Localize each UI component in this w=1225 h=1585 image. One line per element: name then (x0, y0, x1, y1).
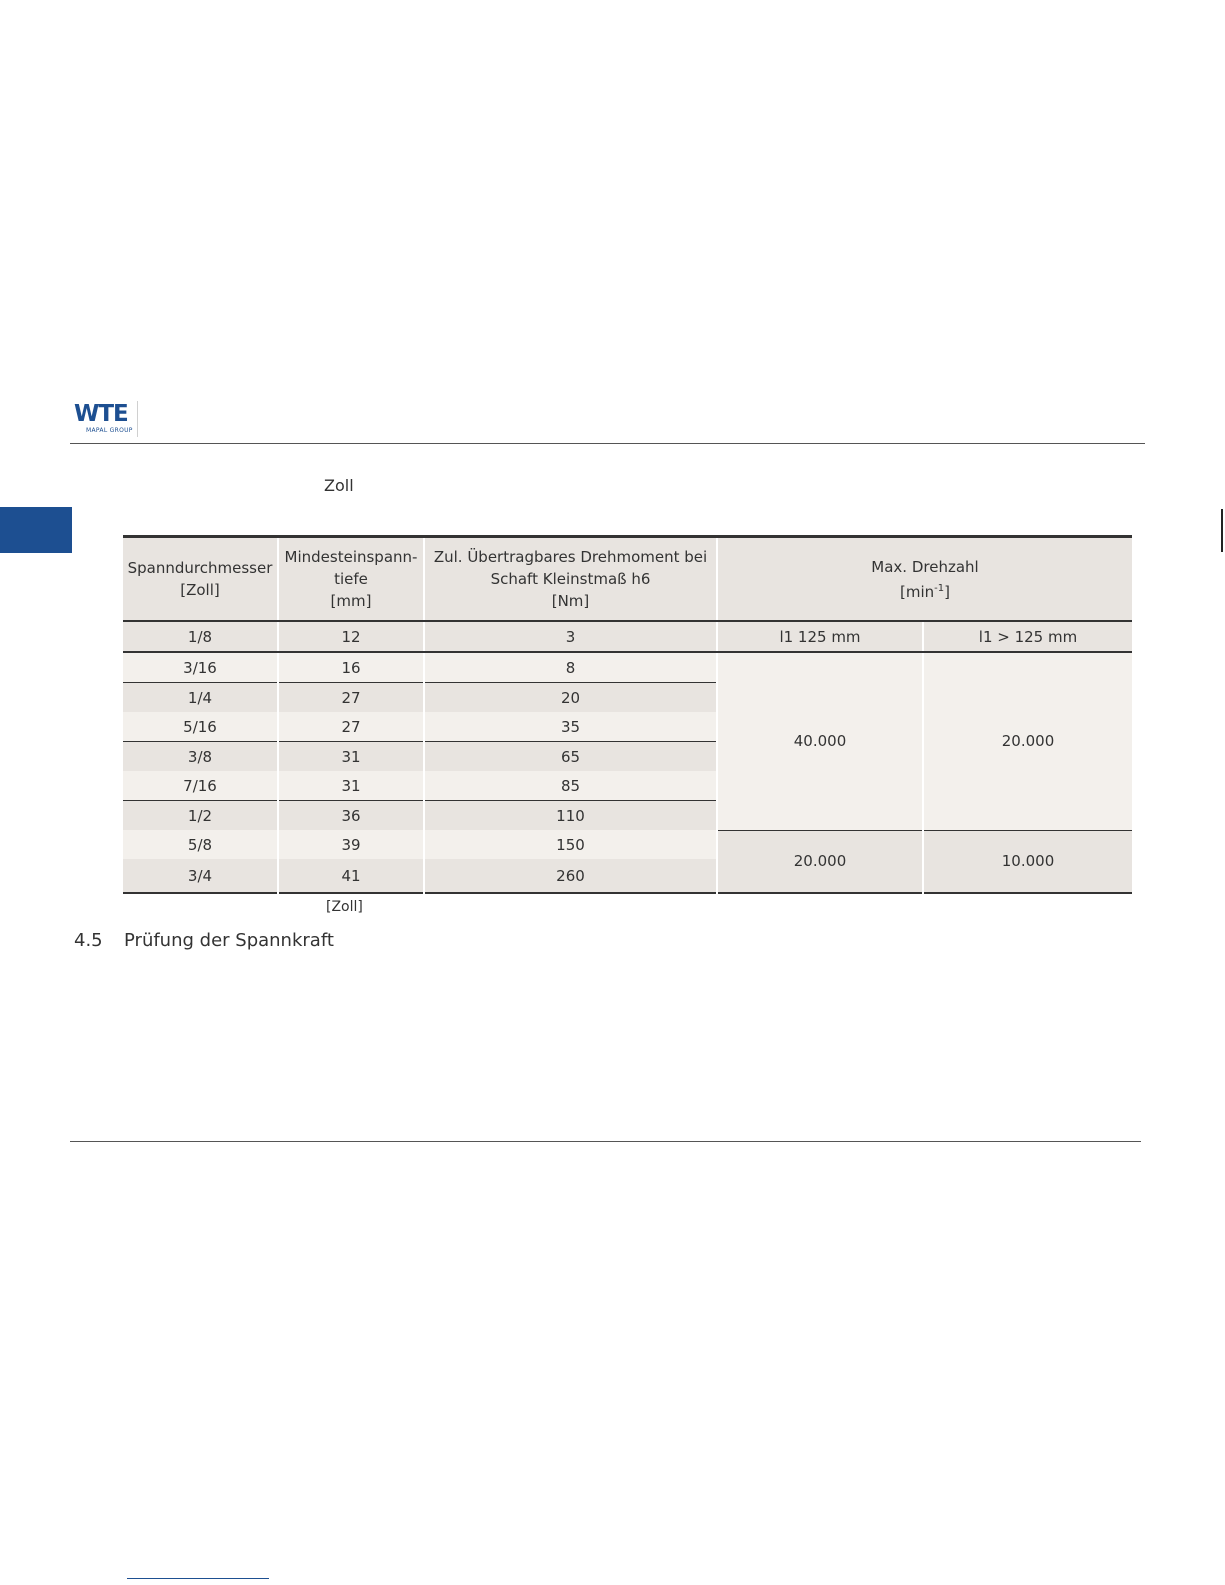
section-number: 4.5 (74, 930, 103, 951)
header-rule (70, 443, 1145, 444)
table-header-row (123, 537, 1132, 622)
cell-diameter: 1/4 (123, 683, 278, 713)
cell-torque: 85 (424, 771, 717, 801)
section-title: Prüfung der Spannkraft (124, 930, 334, 951)
table-caption-bottom: [Zoll] (326, 899, 363, 915)
company-logo (74, 401, 139, 439)
cell-diameter: 1/8 (123, 621, 278, 652)
subheader-l1-long: l1 > 125 mm (923, 621, 1132, 652)
cell-diameter: 7/16 (123, 771, 278, 801)
cell-depth: 39 (278, 830, 424, 859)
cell-torque: 260 (424, 859, 717, 893)
cell-speed-short-group-2: 20.000 (717, 830, 923, 893)
cell-depth: 31 (278, 742, 424, 772)
subheader-l1-short: l1 125 mm (717, 621, 923, 652)
footer-link-underline (127, 1578, 269, 1579)
cell-torque: 65 (424, 742, 717, 772)
cell-torque: 8 (424, 652, 717, 683)
section-heading (74, 930, 334, 951)
cell-diameter: 5/8 (123, 830, 278, 859)
cell-diameter: 3/4 (123, 859, 278, 893)
cell-diameter: 1/2 (123, 801, 278, 831)
cell-depth: 41 (278, 859, 424, 893)
cell-depth: 27 (278, 712, 424, 742)
cell-depth: 27 (278, 683, 424, 713)
cell-torque: 150 (424, 830, 717, 859)
footer-rule (70, 1141, 1141, 1142)
table-caption-top: Zoll (324, 476, 354, 495)
header-max-speed: Max. Drehzahl $[\min^{-1}]$ (717, 537, 1132, 622)
logo-separator (137, 401, 138, 437)
table-row (123, 830, 1132, 859)
cell-depth: 36 (278, 801, 424, 831)
cell-torque: 110 (424, 801, 717, 831)
cell-speed-short-group-1: 40.000 (717, 652, 923, 830)
header-depth: Mindesteinspann- tiefe [mm] (278, 537, 424, 622)
chapter-tab-marker (0, 507, 72, 553)
cell-torque: 3 (424, 621, 717, 652)
cell-depth: 16 (278, 652, 424, 683)
cell-diameter: 3/16 (123, 652, 278, 683)
cell-speed-long-group-2: 10.000 (923, 830, 1132, 893)
cell-torque: 35 (424, 712, 717, 742)
cell-speed-long-group-1: 20.000 (923, 652, 1132, 830)
header-diameter: Spanndurchmesser [Zoll] (123, 537, 278, 622)
cell-diameter: 3/8 (123, 742, 278, 772)
cell-diameter: 5/16 (123, 712, 278, 742)
cell-depth: 12 (278, 621, 424, 652)
cell-torque: 20 (424, 683, 717, 713)
logo-wordmark: WTE (74, 401, 128, 427)
clamping-spec-table (123, 535, 1132, 894)
cell-depth: 31 (278, 771, 424, 801)
logo-subtitle: MAPAL GROUP (86, 427, 133, 434)
table-row (123, 652, 1132, 683)
table-row (123, 621, 1132, 652)
header-torque: Zul. Übertragbares Drehmoment bei Schaft Kleinstmaß h6 [Nm] (424, 537, 717, 622)
edge-marker (1221, 509, 1223, 552)
